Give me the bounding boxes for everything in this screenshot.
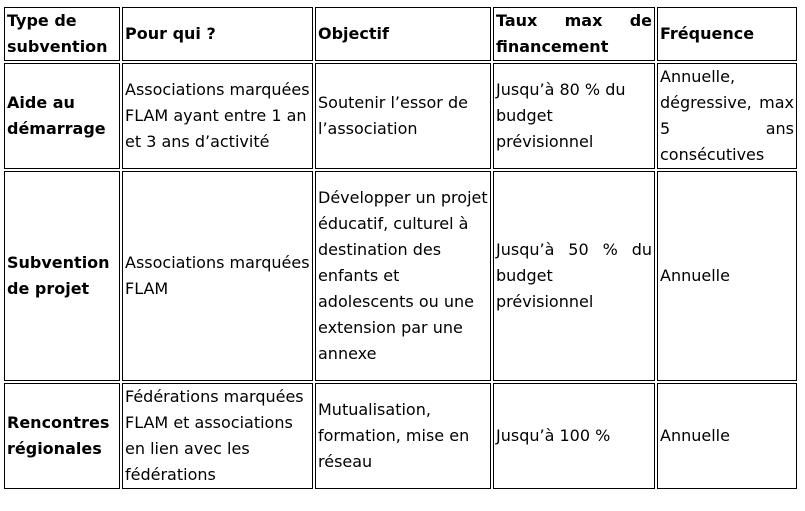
header-type: Type de subvention bbox=[4, 7, 120, 61]
cell-type: Subvention de projet bbox=[4, 171, 120, 381]
cell-objective: Développer un projet éducatif, culturel à destination des enfants et adolescents ou une extension par une annexe bbox=[315, 171, 491, 381]
subsidy-table bbox=[2, 5, 799, 491]
cell-who: Fédérations marquées FLAM et associations en lien avec les fédérations bbox=[122, 383, 313, 489]
subsidy-table-container bbox=[2, 5, 799, 491]
table-row bbox=[4, 383, 797, 489]
cell-rate: Jusqu’à 50 % du budget prévisionnel bbox=[493, 171, 655, 381]
cell-type: Rencontres régionales bbox=[4, 383, 120, 489]
header-frequency: Fréquence bbox=[657, 7, 797, 61]
cell-frequency: Annuelle, dégressive, max 5 ans consécutives bbox=[657, 63, 797, 169]
header-objective: Objectif bbox=[315, 7, 491, 61]
cell-frequency: Annuelle bbox=[657, 383, 797, 489]
cell-frequency: Annuelle bbox=[657, 171, 797, 381]
cell-objective: Mutualisation, formation, mise en réseau bbox=[315, 383, 491, 489]
table-row bbox=[4, 171, 797, 381]
cell-who: Associations marquées FLAM bbox=[122, 171, 313, 381]
cell-rate: Jusqu’à 100 % bbox=[493, 383, 655, 489]
header-rate: Taux max de financement bbox=[493, 7, 655, 61]
cell-objective: Soutenir l’essor de l’association bbox=[315, 63, 491, 169]
table-row bbox=[4, 63, 797, 169]
cell-type: Aide au démarrage bbox=[4, 63, 120, 169]
cell-rate: Jusqu’à 80 % du budget prévisionnel bbox=[493, 63, 655, 169]
cell-who: Associations marquées FLAM ayant entre 1 an et 3 ans d’activité bbox=[122, 63, 313, 169]
header-who: Pour qui ? bbox=[122, 7, 313, 61]
table-header-row bbox=[4, 7, 797, 61]
